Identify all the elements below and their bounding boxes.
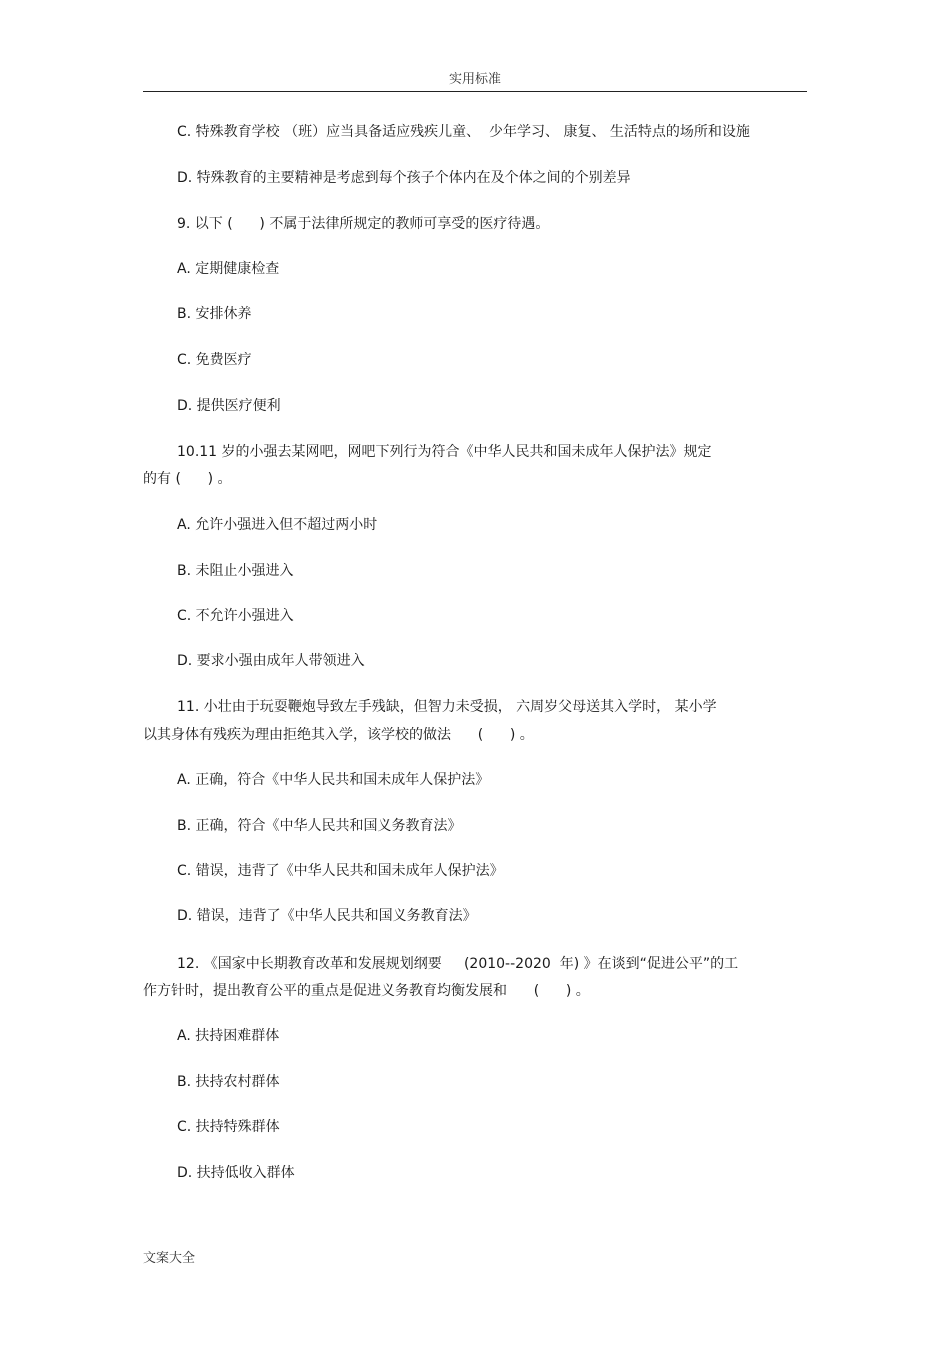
question-11-line-2: 以其身体有残疾为理由拒绝其入学，该学校的做法 ( ) 。 — [143, 727, 534, 743]
option-d-q9: D. 提供医疗便利 — [177, 398, 281, 414]
option-d-q12: D. 扶持低收入群体 — [177, 1165, 295, 1181]
option-d-q8: D. 特殊教育的主要精神是考虑到每个孩子个体内在及个体之间的个别差异 — [177, 170, 631, 186]
option-c-q11: C. 错误，违背了《中华人民共和国未成年人保护法》 — [177, 863, 504, 879]
option-c-q10: C. 不允许小强进入 — [177, 608, 294, 624]
question-12-line-1: 12. 《国家中长期教育改革和发展规划纲要 (2010--2020 年) 》在谈到“促进公平”的工 — [177, 956, 739, 972]
option-c-q8: C. 特殊教育学校 （班）应当具备适应残疾儿童、 少年学习、 康复、 生活特点的场所和设施 — [177, 124, 750, 140]
page-footer: 文案大全 — [143, 1251, 196, 1266]
question-11-line-1: 11. 小壮由于玩耍鞭炮导致左手残缺，但智力未受损， 六周岁父母送其入学时， 某小学 — [177, 699, 717, 715]
option-b-q9: B. 安排休养 — [177, 306, 252, 322]
header-divider — [143, 91, 807, 92]
question-10-line-1: 10.11 岁的小强去某网吧，网吧下列行为符合《中华人民共和国未成年人保护法》规定 — [177, 444, 712, 460]
option-a-q11: A. 正确，符合《中华人民共和国未成年人保护法》 — [177, 772, 490, 788]
option-d-q10: D. 要求小强由成年人带领进入 — [177, 653, 365, 669]
option-a-q9: A. 定期健康检查 — [177, 261, 280, 277]
option-b-q12: B. 扶持农村群体 — [177, 1074, 280, 1090]
option-d-q11: D. 错误，违背了《中华人民共和国义务教育法》 — [177, 908, 477, 924]
option-c-q12: C. 扶持特殊群体 — [177, 1119, 280, 1135]
option-c-q9: C. 免费医疗 — [177, 352, 252, 368]
question-9: 9. 以下 ( ) 不属于法律所规定的教师可享受的医疗待遇。 — [177, 216, 550, 232]
question-10-line-2: 的有 ( ) 。 — [143, 471, 232, 487]
option-b-q10: B. 未阻止小强进入 — [177, 563, 294, 579]
page-header: 实用标准 — [448, 72, 501, 87]
question-12-line-2: 作方针时，提出教育公平的重点是促进义务教育均衡发展和 ( ) 。 — [143, 983, 590, 999]
option-a-q12: A. 扶持困难群体 — [177, 1028, 280, 1044]
option-b-q11: B. 正确，符合《中华人民共和国义务教育法》 — [177, 818, 462, 834]
option-a-q10: A. 允许小强进入但不超过两小时 — [177, 517, 378, 533]
